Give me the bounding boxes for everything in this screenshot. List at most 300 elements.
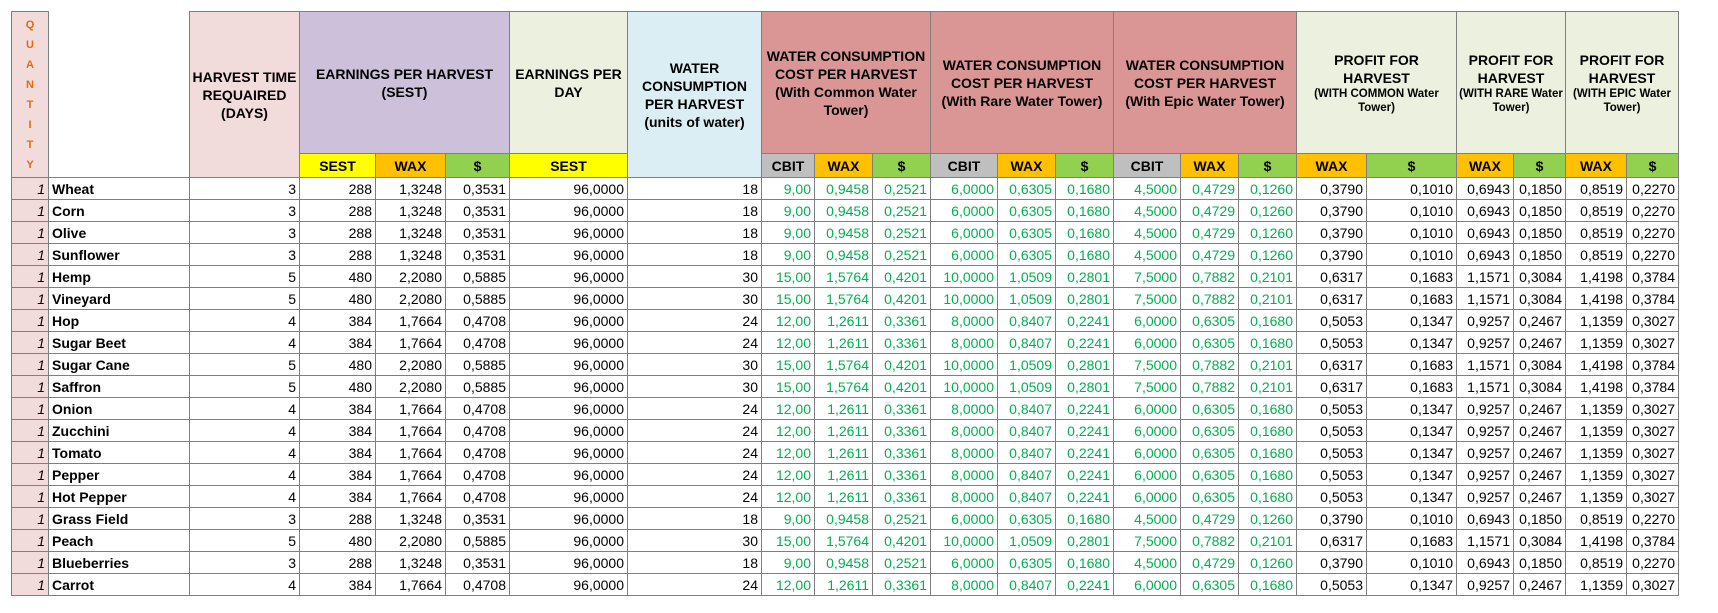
cost-common-usd[interactable]: 0,3361 [873, 442, 931, 464]
cost-rare-cbit[interactable]: 8,0000 [931, 398, 998, 420]
water-units[interactable]: 18 [628, 222, 762, 244]
crop-name[interactable]: Onion [49, 398, 190, 420]
qty-cell[interactable]: 1 [12, 420, 49, 442]
cost-rare-cbit[interactable]: 6,0000 [931, 222, 998, 244]
profit-epic-usd[interactable]: 0,2270 [1627, 508, 1679, 530]
cost-common-usd[interactable]: 0,3361 [873, 574, 931, 596]
cost-rare-usd[interactable]: 0,2241 [1056, 442, 1114, 464]
profit-common-wax[interactable]: 0,6317 [1297, 376, 1367, 398]
profit-rare-wax[interactable]: 0,9257 [1457, 574, 1514, 596]
cost-epic-usd[interactable]: 0,2101 [1239, 376, 1297, 398]
profit-common-wax[interactable]: 0,5053 [1297, 310, 1367, 332]
earn-wax[interactable]: 1,7664 [376, 574, 446, 596]
crop-name[interactable]: Grass Field [49, 508, 190, 530]
profit-epic-usd[interactable]: 0,2270 [1627, 222, 1679, 244]
profit-common-wax[interactable]: 0,3790 [1297, 200, 1367, 222]
profit-common-usd[interactable]: 0,1683 [1367, 376, 1457, 398]
earn-wax[interactable]: 2,2080 [376, 354, 446, 376]
cost-common-wax[interactable]: 1,5764 [815, 530, 873, 552]
earn-wax[interactable]: 1,3248 [376, 508, 446, 530]
water-units[interactable]: 18 [628, 552, 762, 574]
profit-epic-usd[interactable]: 0,3784 [1627, 376, 1679, 398]
harvest-days[interactable]: 3 [190, 552, 300, 574]
cost-common-wax[interactable]: 0,9458 [815, 552, 873, 574]
profit-rare-usd[interactable]: 0,2467 [1514, 420, 1566, 442]
crop-name[interactable]: Olive [49, 222, 190, 244]
qty-cell[interactable]: 1 [12, 354, 49, 376]
cost-rare-usd[interactable]: 0,2241 [1056, 420, 1114, 442]
profit-rare-wax[interactable]: 1,1571 [1457, 266, 1514, 288]
profit-rare-usd[interactable]: 0,2467 [1514, 486, 1566, 508]
earn-wax[interactable]: 1,3248 [376, 222, 446, 244]
cost-common-wax[interactable]: 1,2611 [815, 486, 873, 508]
profit-rare-wax[interactable]: 1,1571 [1457, 530, 1514, 552]
cost-rare-wax[interactable]: 1,0509 [998, 354, 1056, 376]
profit-common-wax[interactable]: 0,5053 [1297, 464, 1367, 486]
water-units[interactable]: 30 [628, 266, 762, 288]
cost-epic-cbit[interactable]: 6,0000 [1114, 310, 1181, 332]
cost-common-cbit[interactable]: 9,00 [762, 552, 815, 574]
cost-common-wax[interactable]: 1,2611 [815, 464, 873, 486]
earn-usd[interactable]: 0,3531 [446, 508, 510, 530]
earn-usd[interactable]: 0,4708 [446, 574, 510, 596]
cost-rare-wax[interactable]: 0,8407 [998, 574, 1056, 596]
cost-epic-usd[interactable]: 0,1260 [1239, 552, 1297, 574]
cost-rare-wax[interactable]: 0,8407 [998, 332, 1056, 354]
cost-common-cbit[interactable]: 12,00 [762, 332, 815, 354]
earn-wax[interactable]: 1,7664 [376, 442, 446, 464]
profit-epic-usd[interactable]: 0,2270 [1627, 552, 1679, 574]
cost-rare-wax[interactable]: 0,6305 [998, 552, 1056, 574]
cost-common-wax[interactable]: 1,2611 [815, 310, 873, 332]
earn-per-day[interactable]: 96,0000 [510, 420, 628, 442]
cost-rare-usd[interactable]: 0,2801 [1056, 376, 1114, 398]
cost-rare-cbit[interactable]: 8,0000 [931, 574, 998, 596]
cost-epic-usd[interactable]: 0,1680 [1239, 420, 1297, 442]
cost-common-usd[interactable]: 0,2521 [873, 222, 931, 244]
profit-rare-usd[interactable]: 0,1850 [1514, 508, 1566, 530]
cost-rare-usd[interactable]: 0,2241 [1056, 310, 1114, 332]
cost-common-cbit[interactable]: 12,00 [762, 574, 815, 596]
earn-wax[interactable]: 1,7664 [376, 420, 446, 442]
water-units[interactable]: 18 [628, 178, 762, 200]
profit-rare-wax[interactable]: 1,1571 [1457, 288, 1514, 310]
cost-epic-wax[interactable]: 0,6305 [1181, 574, 1239, 596]
profit-rare-usd[interactable]: 0,2467 [1514, 574, 1566, 596]
cost-epic-cbit[interactable]: 6,0000 [1114, 420, 1181, 442]
water-units[interactable]: 24 [628, 420, 762, 442]
cost-epic-cbit[interactable]: 6,0000 [1114, 486, 1181, 508]
earn-per-day[interactable]: 96,0000 [510, 376, 628, 398]
cost-common-wax[interactable]: 1,2611 [815, 420, 873, 442]
cost-common-usd[interactable]: 0,3361 [873, 420, 931, 442]
cost-rare-wax[interactable]: 0,6305 [998, 244, 1056, 266]
cost-rare-usd[interactable]: 0,1680 [1056, 244, 1114, 266]
earn-usd[interactable]: 0,3531 [446, 222, 510, 244]
cost-common-cbit[interactable]: 12,00 [762, 310, 815, 332]
cost-rare-usd[interactable]: 0,2801 [1056, 266, 1114, 288]
profit-common-wax[interactable]: 0,5053 [1297, 332, 1367, 354]
profit-epic-wax[interactable]: 1,4198 [1566, 530, 1627, 552]
cost-rare-wax[interactable]: 1,0509 [998, 530, 1056, 552]
cost-epic-usd[interactable]: 0,1680 [1239, 464, 1297, 486]
qty-cell[interactable]: 1 [12, 486, 49, 508]
cost-common-usd[interactable]: 0,3361 [873, 398, 931, 420]
profit-epic-wax[interactable]: 1,1359 [1566, 574, 1627, 596]
harvest-days[interactable]: 4 [190, 464, 300, 486]
profit-epic-usd[interactable]: 0,3027 [1627, 310, 1679, 332]
cost-rare-cbit[interactable]: 10,0000 [931, 376, 998, 398]
profit-rare-wax[interactable]: 0,9257 [1457, 420, 1514, 442]
profit-epic-wax[interactable]: 1,1359 [1566, 332, 1627, 354]
earn-per-day[interactable]: 96,0000 [510, 508, 628, 530]
harvest-days[interactable]: 5 [190, 376, 300, 398]
earn-usd[interactable]: 0,3531 [446, 178, 510, 200]
profit-common-wax[interactable]: 0,6317 [1297, 530, 1367, 552]
profit-epic-wax[interactable]: 1,4198 [1566, 266, 1627, 288]
water-units[interactable]: 24 [628, 464, 762, 486]
earn-per-day[interactable]: 96,0000 [510, 222, 628, 244]
cost-rare-usd[interactable]: 0,2241 [1056, 574, 1114, 596]
cost-epic-wax[interactable]: 0,7882 [1181, 354, 1239, 376]
cost-common-usd[interactable]: 0,3361 [873, 486, 931, 508]
cost-common-wax[interactable]: 1,2611 [815, 398, 873, 420]
cost-rare-cbit[interactable]: 8,0000 [931, 464, 998, 486]
cost-rare-cbit[interactable]: 8,0000 [931, 486, 998, 508]
earn-wax[interactable]: 1,3248 [376, 200, 446, 222]
harvest-days[interactable]: 5 [190, 354, 300, 376]
cost-common-usd[interactable]: 0,2521 [873, 508, 931, 530]
qty-cell[interactable]: 1 [12, 574, 49, 596]
profit-common-usd[interactable]: 0,1347 [1367, 442, 1457, 464]
cost-epic-wax[interactable]: 0,4729 [1181, 222, 1239, 244]
harvest-days[interactable]: 3 [190, 200, 300, 222]
cost-rare-cbit[interactable]: 8,0000 [931, 332, 998, 354]
earn-sest[interactable]: 384 [300, 420, 376, 442]
earn-sest[interactable]: 288 [300, 244, 376, 266]
cost-common-cbit[interactable]: 12,00 [762, 420, 815, 442]
profit-common-usd[interactable]: 0,1347 [1367, 574, 1457, 596]
qty-cell[interactable]: 1 [12, 288, 49, 310]
earn-per-day[interactable]: 96,0000 [510, 332, 628, 354]
water-units[interactable]: 18 [628, 508, 762, 530]
profit-epic-usd[interactable]: 0,3027 [1627, 486, 1679, 508]
crop-name[interactable]: Carrot [49, 574, 190, 596]
earn-sest[interactable]: 384 [300, 486, 376, 508]
cost-epic-usd[interactable]: 0,1680 [1239, 442, 1297, 464]
crop-name[interactable]: Corn [49, 200, 190, 222]
cost-epic-wax[interactable]: 0,6305 [1181, 464, 1239, 486]
cost-rare-cbit[interactable]: 6,0000 [931, 552, 998, 574]
profit-epic-wax[interactable]: 0,8519 [1566, 552, 1627, 574]
cost-common-wax[interactable]: 1,2611 [815, 442, 873, 464]
harvest-days[interactable]: 3 [190, 178, 300, 200]
profit-epic-wax[interactable]: 1,4198 [1566, 288, 1627, 310]
earn-usd[interactable]: 0,3531 [446, 200, 510, 222]
profit-rare-usd[interactable]: 0,2467 [1514, 310, 1566, 332]
qty-cell[interactable]: 1 [12, 398, 49, 420]
earn-wax[interactable]: 1,7664 [376, 398, 446, 420]
earn-wax[interactable]: 2,2080 [376, 266, 446, 288]
qty-cell[interactable]: 1 [12, 244, 49, 266]
profit-rare-usd[interactable]: 0,1850 [1514, 222, 1566, 244]
cost-rare-cbit[interactable]: 6,0000 [931, 508, 998, 530]
crop-name[interactable]: Wheat [49, 178, 190, 200]
cost-epic-wax[interactable]: 0,7882 [1181, 266, 1239, 288]
cost-common-cbit[interactable]: 15,00 [762, 266, 815, 288]
profit-epic-wax[interactable]: 1,1359 [1566, 420, 1627, 442]
cost-epic-wax[interactable]: 0,4729 [1181, 200, 1239, 222]
profit-rare-wax[interactable]: 0,6943 [1457, 244, 1514, 266]
earn-per-day[interactable]: 96,0000 [510, 530, 628, 552]
cost-common-usd[interactable]: 0,2521 [873, 552, 931, 574]
earn-per-day[interactable]: 96,0000 [510, 288, 628, 310]
cost-epic-cbit[interactable]: 4,5000 [1114, 508, 1181, 530]
cost-common-cbit[interactable]: 12,00 [762, 398, 815, 420]
cost-epic-cbit[interactable]: 7,5000 [1114, 376, 1181, 398]
cost-rare-usd[interactable]: 0,2801 [1056, 354, 1114, 376]
profit-epic-usd[interactable]: 0,3027 [1627, 332, 1679, 354]
harvest-days[interactable]: 4 [190, 420, 300, 442]
earn-usd[interactable]: 0,5885 [446, 288, 510, 310]
profit-common-usd[interactable]: 0,1347 [1367, 310, 1457, 332]
earn-per-day[interactable]: 96,0000 [510, 310, 628, 332]
profit-epic-wax[interactable]: 1,1359 [1566, 398, 1627, 420]
earn-per-day[interactable]: 96,0000 [510, 552, 628, 574]
earn-usd[interactable]: 0,5885 [446, 530, 510, 552]
cost-epic-cbit[interactable]: 6,0000 [1114, 332, 1181, 354]
water-units[interactable]: 30 [628, 530, 762, 552]
cost-rare-wax[interactable]: 0,6305 [998, 222, 1056, 244]
profit-rare-usd[interactable]: 0,2467 [1514, 464, 1566, 486]
cost-rare-wax[interactable]: 0,8407 [998, 398, 1056, 420]
profit-epic-usd[interactable]: 0,3784 [1627, 266, 1679, 288]
profit-common-usd[interactable]: 0,1347 [1367, 486, 1457, 508]
profit-common-wax[interactable]: 0,6317 [1297, 266, 1367, 288]
cost-epic-usd[interactable]: 0,1260 [1239, 244, 1297, 266]
crop-name[interactable]: Peach [49, 530, 190, 552]
cost-epic-usd[interactable]: 0,1680 [1239, 332, 1297, 354]
cost-common-wax[interactable]: 1,5764 [815, 288, 873, 310]
water-units[interactable]: 24 [628, 398, 762, 420]
cost-common-cbit[interactable]: 15,00 [762, 376, 815, 398]
cost-rare-wax[interactable]: 1,0509 [998, 376, 1056, 398]
water-units[interactable]: 24 [628, 442, 762, 464]
profit-epic-wax[interactable]: 0,8519 [1566, 200, 1627, 222]
cost-common-usd[interactable]: 0,2521 [873, 244, 931, 266]
profit-rare-wax[interactable]: 0,6943 [1457, 508, 1514, 530]
harvest-days[interactable]: 4 [190, 332, 300, 354]
qty-cell[interactable]: 1 [12, 442, 49, 464]
profit-epic-usd[interactable]: 0,2270 [1627, 200, 1679, 222]
profit-rare-usd[interactable]: 0,2467 [1514, 398, 1566, 420]
profit-epic-wax[interactable]: 1,1359 [1566, 486, 1627, 508]
earn-sest[interactable]: 480 [300, 530, 376, 552]
cost-epic-usd[interactable]: 0,2101 [1239, 288, 1297, 310]
profit-common-wax[interactable]: 0,5053 [1297, 486, 1367, 508]
qty-cell[interactable]: 1 [12, 552, 49, 574]
cost-common-usd[interactable]: 0,4201 [873, 376, 931, 398]
cost-rare-usd[interactable]: 0,2241 [1056, 398, 1114, 420]
cost-epic-cbit[interactable]: 4,5000 [1114, 244, 1181, 266]
profit-common-usd[interactable]: 0,1347 [1367, 464, 1457, 486]
profit-rare-usd[interactable]: 0,3084 [1514, 266, 1566, 288]
cost-common-cbit[interactable]: 9,00 [762, 178, 815, 200]
water-units[interactable]: 24 [628, 486, 762, 508]
earn-per-day[interactable]: 96,0000 [510, 178, 628, 200]
crop-name[interactable]: Tomato [49, 442, 190, 464]
water-units[interactable]: 30 [628, 354, 762, 376]
cost-common-usd[interactable]: 0,4201 [873, 288, 931, 310]
profit-epic-wax[interactable]: 1,4198 [1566, 376, 1627, 398]
crop-name[interactable]: Sugar Cane [49, 354, 190, 376]
cost-epic-usd[interactable]: 0,2101 [1239, 530, 1297, 552]
earn-usd[interactable]: 0,4708 [446, 332, 510, 354]
profit-epic-usd[interactable]: 0,2270 [1627, 178, 1679, 200]
cost-rare-wax[interactable]: 0,8407 [998, 486, 1056, 508]
profit-common-usd[interactable]: 0,1683 [1367, 266, 1457, 288]
crop-name[interactable]: Sugar Beet [49, 332, 190, 354]
qty-cell[interactable]: 1 [12, 266, 49, 288]
profit-common-usd[interactable]: 0,1010 [1367, 200, 1457, 222]
cost-rare-wax[interactable]: 1,0509 [998, 266, 1056, 288]
profit-rare-usd[interactable]: 0,3084 [1514, 288, 1566, 310]
earn-sest[interactable]: 288 [300, 178, 376, 200]
earn-usd[interactable]: 0,3531 [446, 244, 510, 266]
profit-common-wax[interactable]: 0,5053 [1297, 398, 1367, 420]
cost-rare-usd[interactable]: 0,2241 [1056, 464, 1114, 486]
water-units[interactable]: 18 [628, 200, 762, 222]
profit-rare-usd[interactable]: 0,1850 [1514, 178, 1566, 200]
profit-rare-wax[interactable]: 0,9257 [1457, 398, 1514, 420]
profit-epic-usd[interactable]: 0,3784 [1627, 288, 1679, 310]
earn-sest[interactable]: 384 [300, 464, 376, 486]
cost-common-cbit[interactable]: 15,00 [762, 354, 815, 376]
cost-rare-cbit[interactable]: 8,0000 [931, 310, 998, 332]
earn-sest[interactable]: 384 [300, 310, 376, 332]
cost-common-wax[interactable]: 0,9458 [815, 200, 873, 222]
cost-epic-usd[interactable]: 0,2101 [1239, 354, 1297, 376]
cost-epic-wax[interactable]: 0,6305 [1181, 398, 1239, 420]
profit-epic-usd[interactable]: 0,3027 [1627, 574, 1679, 596]
profit-common-wax[interactable]: 0,6317 [1297, 288, 1367, 310]
earn-per-day[interactable]: 96,0000 [510, 398, 628, 420]
earn-sest[interactable]: 384 [300, 442, 376, 464]
cost-rare-cbit[interactable]: 10,0000 [931, 530, 998, 552]
cost-rare-usd[interactable]: 0,1680 [1056, 222, 1114, 244]
profit-epic-wax[interactable]: 1,1359 [1566, 310, 1627, 332]
cost-common-usd[interactable]: 0,3361 [873, 310, 931, 332]
cost-rare-usd[interactable]: 0,2241 [1056, 332, 1114, 354]
harvest-days[interactable]: 5 [190, 266, 300, 288]
cost-common-wax[interactable]: 1,5764 [815, 376, 873, 398]
profit-epic-usd[interactable]: 0,3784 [1627, 354, 1679, 376]
water-units[interactable]: 24 [628, 574, 762, 596]
cost-epic-usd[interactable]: 0,1260 [1239, 508, 1297, 530]
profit-common-usd[interactable]: 0,1010 [1367, 244, 1457, 266]
water-units[interactable]: 30 [628, 288, 762, 310]
cost-rare-wax[interactable]: 0,6305 [998, 178, 1056, 200]
cost-rare-cbit[interactable]: 6,0000 [931, 244, 998, 266]
profit-rare-usd[interactable]: 0,3084 [1514, 376, 1566, 398]
profit-common-usd[interactable]: 0,1683 [1367, 288, 1457, 310]
earn-usd[interactable]: 0,4708 [446, 486, 510, 508]
profit-rare-wax[interactable]: 0,6943 [1457, 552, 1514, 574]
cost-common-wax[interactable]: 1,2611 [815, 332, 873, 354]
cost-epic-wax[interactable]: 0,6305 [1181, 332, 1239, 354]
earn-sest[interactable]: 288 [300, 200, 376, 222]
earn-per-day[interactable]: 96,0000 [510, 442, 628, 464]
profit-common-usd[interactable]: 0,1010 [1367, 178, 1457, 200]
earn-wax[interactable]: 1,7664 [376, 332, 446, 354]
cost-common-usd[interactable]: 0,3361 [873, 332, 931, 354]
crop-name[interactable]: Sunflower [49, 244, 190, 266]
profit-rare-wax[interactable]: 0,9257 [1457, 442, 1514, 464]
earn-sest[interactable]: 480 [300, 288, 376, 310]
earn-sest[interactable]: 384 [300, 398, 376, 420]
earn-per-day[interactable]: 96,0000 [510, 574, 628, 596]
cost-epic-wax[interactable]: 0,6305 [1181, 442, 1239, 464]
cost-epic-usd[interactable]: 0,1680 [1239, 486, 1297, 508]
qty-cell[interactable]: 1 [12, 200, 49, 222]
harvest-days[interactable]: 3 [190, 508, 300, 530]
profit-rare-usd[interactable]: 0,1850 [1514, 200, 1566, 222]
earn-sest[interactable]: 288 [300, 222, 376, 244]
profit-common-wax[interactable]: 0,5053 [1297, 574, 1367, 596]
cost-common-wax[interactable]: 1,5764 [815, 266, 873, 288]
cost-common-usd[interactable]: 0,4201 [873, 266, 931, 288]
cost-common-cbit[interactable]: 15,00 [762, 530, 815, 552]
profit-rare-usd[interactable]: 0,2467 [1514, 332, 1566, 354]
profit-common-usd[interactable]: 0,1010 [1367, 222, 1457, 244]
cost-epic-usd[interactable]: 0,1680 [1239, 574, 1297, 596]
profit-rare-wax[interactable]: 0,9257 [1457, 486, 1514, 508]
profit-rare-usd[interactable]: 0,1850 [1514, 244, 1566, 266]
cost-rare-cbit[interactable]: 6,0000 [931, 178, 998, 200]
earn-sest[interactable]: 480 [300, 266, 376, 288]
profit-epic-usd[interactable]: 0,2270 [1627, 244, 1679, 266]
cost-epic-wax[interactable]: 0,4729 [1181, 178, 1239, 200]
profit-common-usd[interactable]: 0,1683 [1367, 530, 1457, 552]
profit-epic-usd[interactable]: 0,3784 [1627, 530, 1679, 552]
cost-rare-usd[interactable]: 0,1680 [1056, 508, 1114, 530]
cost-rare-wax[interactable]: 1,0509 [998, 288, 1056, 310]
profit-rare-wax[interactable]: 0,6943 [1457, 222, 1514, 244]
cost-epic-usd[interactable]: 0,2101 [1239, 266, 1297, 288]
profit-epic-usd[interactable]: 0,3027 [1627, 420, 1679, 442]
earn-usd[interactable]: 0,5885 [446, 354, 510, 376]
cost-epic-cbit[interactable]: 4,5000 [1114, 200, 1181, 222]
profit-rare-wax[interactable]: 0,9257 [1457, 332, 1514, 354]
profit-rare-wax[interactable]: 1,1571 [1457, 354, 1514, 376]
cost-common-cbit[interactable]: 15,00 [762, 288, 815, 310]
cost-epic-wax[interactable]: 0,7882 [1181, 376, 1239, 398]
profit-epic-wax[interactable]: 0,8519 [1566, 222, 1627, 244]
cost-rare-wax[interactable]: 0,8407 [998, 420, 1056, 442]
cost-epic-usd[interactable]: 0,1680 [1239, 310, 1297, 332]
profit-rare-usd[interactable]: 0,1850 [1514, 552, 1566, 574]
cost-epic-wax[interactable]: 0,4729 [1181, 244, 1239, 266]
earn-per-day[interactable]: 96,0000 [510, 200, 628, 222]
profit-rare-usd[interactable]: 0,2467 [1514, 442, 1566, 464]
cost-common-cbit[interactable]: 9,00 [762, 508, 815, 530]
cost-common-wax[interactable]: 1,5764 [815, 354, 873, 376]
profit-epic-usd[interactable]: 0,3027 [1627, 464, 1679, 486]
profit-common-wax[interactable]: 0,3790 [1297, 508, 1367, 530]
cost-rare-cbit[interactable]: 10,0000 [931, 266, 998, 288]
cost-epic-cbit[interactable]: 6,0000 [1114, 574, 1181, 596]
profit-rare-usd[interactable]: 0,3084 [1514, 530, 1566, 552]
